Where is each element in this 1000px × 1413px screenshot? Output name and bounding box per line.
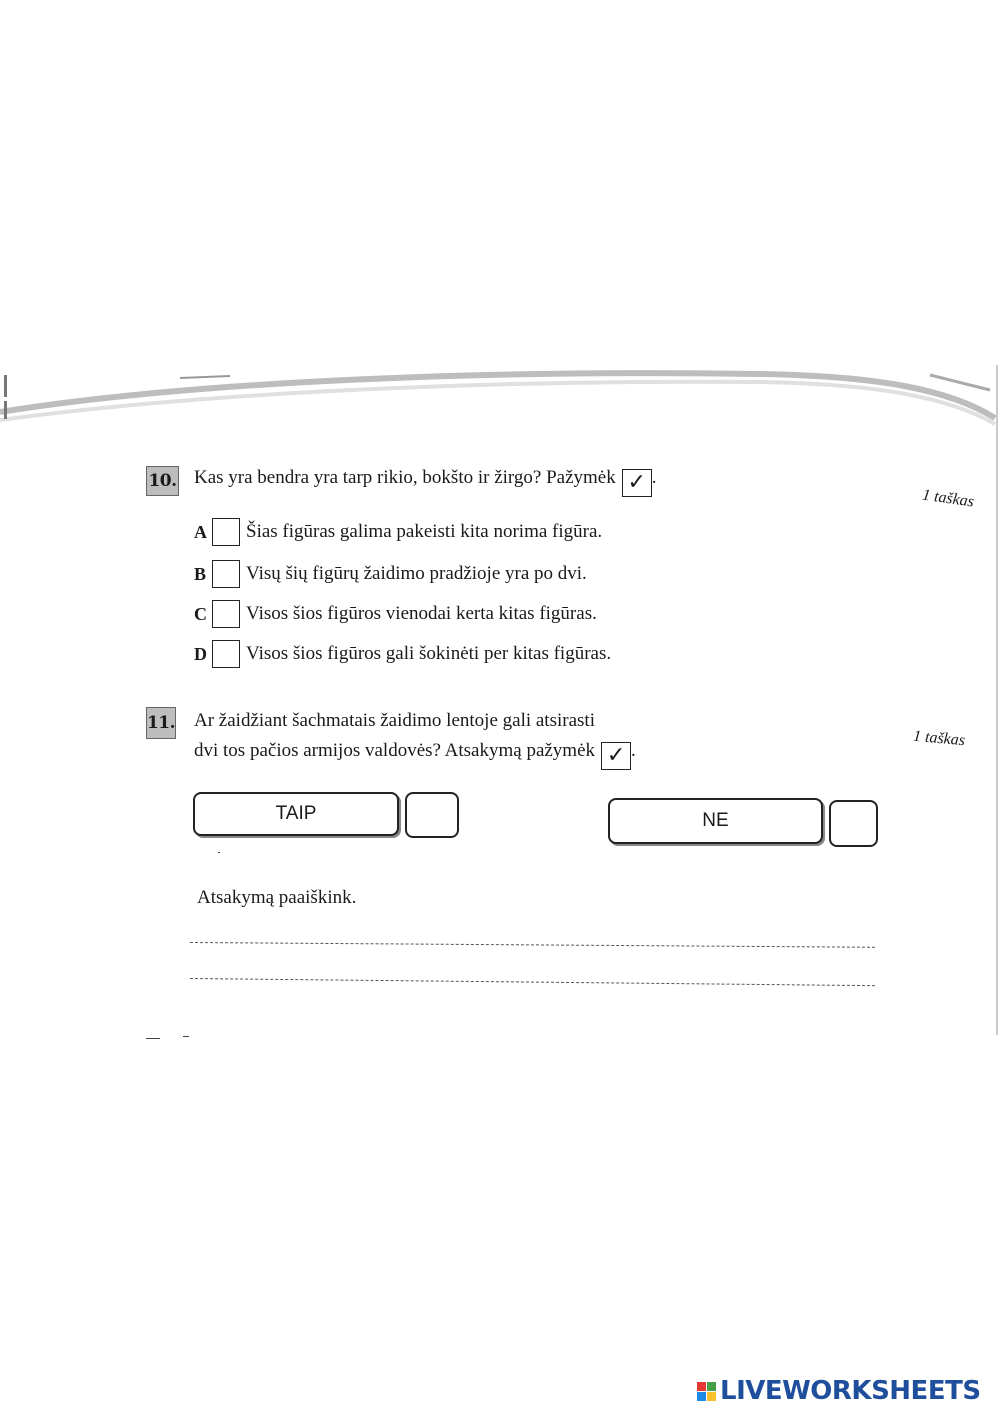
- option-a-checkbox[interactable]: [212, 518, 240, 546]
- option-letter: D: [194, 643, 207, 664]
- question-prompt-line2: dvi tos pačios armijos valdovės? Atsakymą pažymėk: [194, 740, 596, 761]
- option-letter: C: [194, 603, 207, 624]
- logo-square: [707, 1392, 716, 1401]
- question-prompt-end: .: [631, 740, 636, 761]
- option-label: Visų šių figūrų žaidimo pradžioje yra po dvi.: [246, 563, 587, 584]
- option-label: Visos šios figūros gali šokinėti per kitas figūras.: [246, 643, 612, 664]
- logo-square: [697, 1382, 706, 1391]
- binding-marks: [4, 375, 14, 435]
- option-b[interactable]: [194, 560, 587, 588]
- points-label: 1 taškas: [921, 486, 975, 511]
- answer-yes-button[interactable]: TAIP: [193, 792, 399, 836]
- logo-square: [697, 1392, 706, 1401]
- option-c[interactable]: [194, 600, 597, 628]
- option-label: Visos šios figūros vienodai kerta kitas figūras.: [246, 603, 597, 624]
- option-a[interactable]: [194, 518, 602, 546]
- explain-label: Atsakymą paaiškink.: [197, 887, 357, 908]
- question-number: 10.: [146, 466, 179, 496]
- scan-mark: [218, 852, 220, 853]
- answer-no-button[interactable]: NE: [608, 798, 823, 844]
- points-label: 1 taškas: [912, 727, 966, 750]
- question-text: [194, 463, 657, 497]
- page-edge-shadow: [0, 360, 1000, 440]
- answer-line-2[interactable]: [190, 978, 875, 986]
- logo-square: [707, 1382, 716, 1391]
- option-c-checkbox[interactable]: [212, 600, 240, 628]
- question-number: 11.: [146, 707, 176, 739]
- option-d[interactable]: [194, 640, 611, 668]
- option-d-checkbox[interactable]: [212, 640, 240, 668]
- logo-squares-icon: [697, 1382, 716, 1401]
- answer-no-checkbox[interactable]: [829, 800, 878, 847]
- question-prompt-line1: Ar žaidžiant šachmatais žaidimo lentoje gali atsirasti: [194, 710, 595, 731]
- checkbox-checked-icon: ✓: [601, 742, 631, 770]
- answer-line-1[interactable]: [190, 942, 875, 948]
- option-b-checkbox[interactable]: [212, 560, 240, 588]
- option-label: Šias figūras galima pakeisti kita norima figūra.: [246, 521, 603, 542]
- logo-text: LIVEWORKSHEETS: [720, 1376, 981, 1406]
- question-text: [194, 706, 636, 770]
- question-prompt: Kas yra bendra yra tarp rikio, bokšto ir žirgo? Pažymėk: [194, 467, 616, 488]
- liveworksheets-logo[interactable]: [697, 1376, 981, 1406]
- answer-yes-checkbox[interactable]: [405, 792, 459, 838]
- page-border: [996, 365, 998, 1035]
- checkbox-checked-icon: ✓: [622, 469, 652, 497]
- option-letter: B: [194, 563, 207, 584]
- scan-mark: [146, 1038, 160, 1039]
- option-letter: A: [194, 521, 207, 542]
- scan-mark: [183, 1036, 189, 1037]
- question-prompt-end: .: [651, 467, 657, 488]
